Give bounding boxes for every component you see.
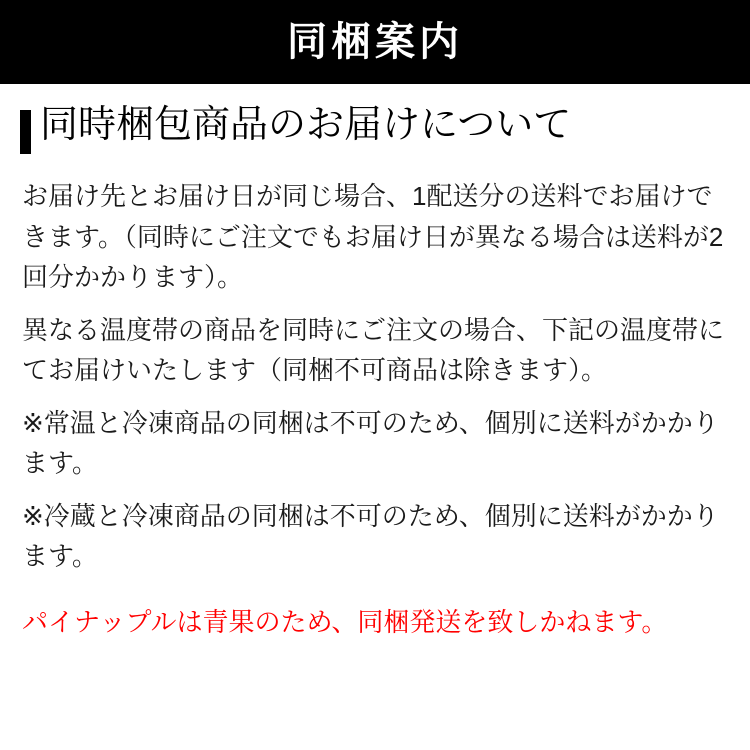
paragraph-temperature-zone: 異なる温度帯の商品を同時にご注文の場合、下記の温度帯にてお届けいたします（同梱不可商品は除きます）。: [22, 314, 725, 386]
section-heading: [20, 106, 730, 154]
header-bar: [0, 0, 750, 84]
paragraph-shipping-fee: お届け先とお届け日が同じ場合、1配送分の送料でお届けできます。（同時にご注文でもお届け日が異なる場合は送料が2回分かかります）。: [22, 181, 724, 293]
page-title: 同梱案内: [287, 20, 463, 64]
section-heading-text: 同時梱包商品のお届けについて: [40, 104, 572, 146]
pineapple-notice: パイナップルは青果のため、同梱発送を致しかねます。: [22, 606, 668, 637]
paragraph-room-frozen-note: ※常温と冷凍商品の同梱は不可のため、個別に送料がかかります。: [22, 407, 719, 479]
heading-accent-bar: [20, 110, 31, 154]
paragraph-chilled-frozen-note: ※冷蔵と冷凍商品の同梱は不可のため、個別に送料がかかります。: [22, 500, 719, 572]
content-area: [0, 84, 750, 642]
